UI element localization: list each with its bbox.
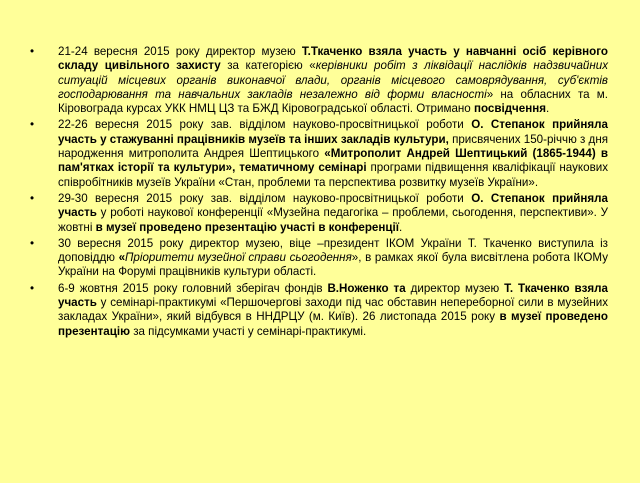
text-run: «Митрополит Андрей Шептицький (1865-1944) в пам'ятках історії та культури», тематичному семінарі (58, 147, 608, 175)
text-run: посвідчення (473, 102, 547, 116)
text-run: 30 вересня 2015 року директор музею, віце –президент ІКОМ України Т. Ткаченко виступила із доповіддю (58, 236, 608, 265)
text-run: за категорією « (220, 59, 316, 73)
text-run: присвячених 150-річчю з дня народження митрополита Андрея Шептицького (58, 132, 608, 161)
text-run: у роботі наукової конференції «Музейна педагогіка – проблеми, сьогодення, перспективи». У жовтні (58, 206, 608, 234)
text-run: 21-24 вересня 2015 року директор музею (58, 45, 302, 58)
bullet-item (30, 118, 608, 189)
bullet-dot-icon: • (30, 118, 35, 132)
bullet-item (30, 45, 608, 116)
text-run: в музеї проведено презентацію участі в конференції (95, 220, 399, 234)
text-run: О. Степанок прийняла участь (58, 191, 608, 220)
text-run: за підсумками участі у семінарі-практикумі. (129, 324, 367, 338)
bullet-dot-icon: • (30, 236, 35, 250)
bullet-item (30, 192, 608, 235)
text-run: директор музею (405, 281, 505, 295)
text-run: . (398, 220, 403, 234)
bullet-dot-icon: • (30, 191, 35, 205)
text-run: В.Ноженко та (327, 281, 406, 295)
text-run: у семінарі-практикумі «Першочергові заходи під час обставин непереборної сили в музейних закладах України», який відбувся в ННДРЦУ (м. Київ). 26 листопада 2015 року (58, 296, 608, 324)
text-run: » на обласних та м. Кіровограда курсах УКК НМЦ ЦЗ та БЖД Кіровоградської області. Отримано (58, 87, 608, 116)
text-run: О. Степанок прийняла участь у стажуванні працівників музеїв та інших закладів культури, (58, 118, 608, 146)
text-run: керівники робіт з ліквідації наслідків надзвичайних ситуацій місцевих органів виконавчої влади, органів місцевого самоврядування, суб'єктів господарювання та навчальних закладів незалежно від форми власності (58, 59, 609, 101)
text-run: в музеї проведено презентацію (58, 310, 609, 338)
text-run: 29-30 вересня 2015 року зав. відділом науково-просвітницької роботи (58, 191, 472, 205)
text-run: 22-26 вересня 2015 року зав. відділом науково-просвітницької роботи (58, 118, 472, 132)
bullet-list (30, 45, 608, 341)
bullet-item (30, 237, 608, 280)
text-run: програми підвищення кваліфікації наукових співробітників музеїв України «Стан, проблеми та перспектива розвитку музеїв України». (58, 161, 609, 189)
text-run: . (546, 102, 550, 116)
text-run: Т.Ткаченко взяла участь у навчанні осіб керівного складу цивільного захисту (58, 45, 608, 73)
text-run: « (118, 251, 126, 265)
bullet-dot-icon: • (30, 281, 35, 295)
text-run: Пріоритети музейної справи сьогодення (125, 251, 352, 265)
text-run: », в рамках якої була висвітлена робота ІКОМу України на Форумі працівників культури області. (58, 251, 608, 279)
text-run: 6-9 жовтня 2015 року головний зберігач фондів (58, 281, 328, 295)
bullet-dot-icon: • (30, 45, 35, 58)
text-run: Т. Ткаченко взяла участь (58, 281, 608, 310)
bullet-item (30, 282, 608, 339)
